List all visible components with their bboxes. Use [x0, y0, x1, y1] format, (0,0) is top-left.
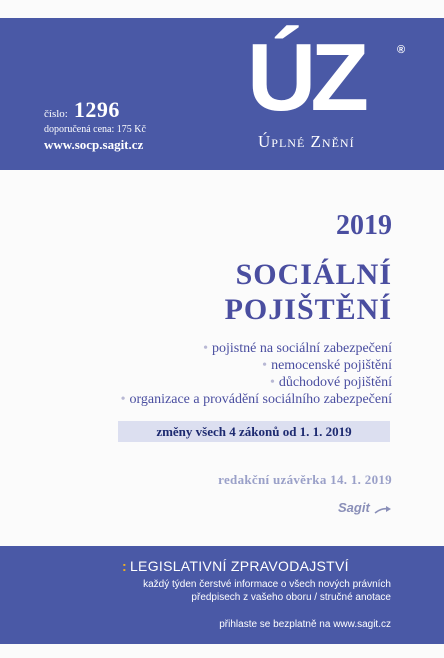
changes-banner: změny všech 4 zákonů od 1. 1. 2019 [118, 421, 390, 442]
issue-label: číslo: [44, 108, 68, 120]
book-title-line1: SOCIÁLNÍ [235, 258, 392, 291]
uz-logo: ÚZ [247, 24, 363, 131]
website: www.socp.sagit.cz [44, 137, 144, 152]
logo-subtitle: Úplné Znění [258, 132, 355, 151]
topic-item: • nemocenské pojištění [262, 358, 392, 373]
arrow-icon [374, 505, 392, 517]
signup-text: přihlaste se bezplatně na www.sagit.cz [219, 619, 391, 630]
bullet-icon: • [269, 375, 275, 390]
book-title-line2: POJIŠTĚNÍ [224, 293, 392, 326]
topic-item: • pojistné na sociální zabezpečení [203, 341, 392, 356]
registered-mark: ® [397, 44, 406, 56]
price: doporučená cena: 175 Kč [44, 124, 146, 135]
bullet-icon: • [262, 358, 268, 373]
bulletin-description: každý týden čerstvé informace o všech nových právních předpisech z vašeho oboru / stručné anotace [143, 579, 391, 603]
publisher-logo: Sagit [338, 500, 370, 515]
bulletin-title: : LEGISLATIVNÍ ZPRAVODAJSTVÍ [122, 558, 349, 574]
colon-mark-icon: : [122, 558, 127, 574]
topic-list [121, 340, 392, 408]
topic-item: • organizace a provádění sociálního zabezpečení [120, 392, 392, 407]
issue-line [44, 97, 120, 123]
editorial-deadline: redakční uzávěrka 14. 1. 2019 [218, 472, 392, 487]
topic-item: • důchodové pojištění [269, 375, 392, 390]
edition-year: 2019 [336, 210, 392, 241]
bullet-icon: • [203, 341, 209, 356]
issue-number: 1296 [73, 97, 120, 122]
bullet-icon: • [120, 392, 126, 407]
